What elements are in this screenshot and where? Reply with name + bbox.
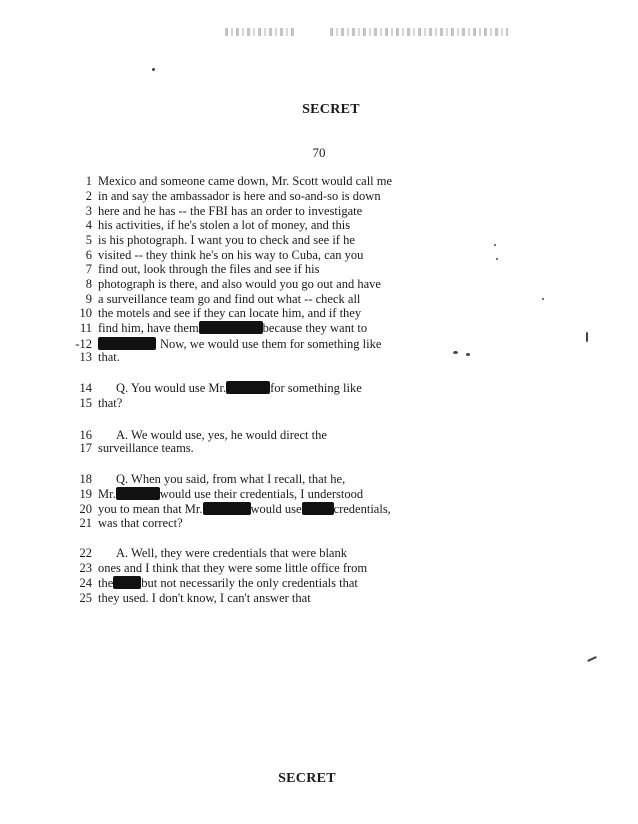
scan-speck bbox=[494, 244, 496, 246]
line-text: A. We would use, yes, he would direct the bbox=[116, 428, 327, 442]
scan-speck bbox=[542, 298, 544, 300]
line-number: 25 bbox=[79, 591, 92, 605]
redaction-block bbox=[203, 502, 251, 515]
line-text: Mexico and someone came down, Mr. Scott would call me bbox=[98, 174, 393, 188]
line-number: 21 bbox=[79, 516, 92, 530]
redaction-block bbox=[113, 576, 141, 589]
line-number: 13 bbox=[79, 350, 92, 364]
redaction-block bbox=[116, 487, 160, 500]
line-number: 18 bbox=[79, 472, 92, 486]
classification-top: SECRET bbox=[302, 102, 360, 117]
line-number: 10 bbox=[79, 306, 92, 320]
line-number: 9 bbox=[85, 292, 92, 306]
line-number: 16 bbox=[79, 428, 92, 442]
redaction-block bbox=[199, 321, 263, 334]
line-text bbox=[116, 381, 362, 396]
scan-speck bbox=[453, 351, 458, 354]
line-number: 7 bbox=[85, 262, 92, 276]
line-text: photograph is there, and also would you go out and have bbox=[98, 277, 381, 291]
redaction-block bbox=[98, 337, 156, 350]
scan-speck bbox=[586, 332, 588, 342]
line-text: in and say the ambassador is here and so-and-so is down bbox=[98, 189, 381, 203]
line-text: a surveillance team go and find out what -- check all bbox=[98, 292, 361, 306]
line-number: 19 bbox=[79, 487, 92, 501]
scan-noise-left bbox=[225, 28, 295, 36]
line-text: the motels and see if they can locate him, and if they bbox=[98, 306, 362, 320]
line-number: 15 bbox=[79, 396, 92, 410]
line-text: was that correct? bbox=[98, 516, 183, 530]
line-text-segment: because they want to bbox=[262, 321, 368, 335]
line-number: 5 bbox=[85, 233, 92, 247]
line-text: surveillance teams. bbox=[98, 441, 194, 455]
redaction-block bbox=[226, 381, 270, 394]
line-number: 1 bbox=[85, 174, 92, 188]
line-number: 4 bbox=[85, 218, 92, 232]
line-text: A. Well, they were credentials that were blank bbox=[116, 546, 347, 560]
line-number: 17 bbox=[79, 441, 92, 455]
line-text: is his photograph. I want you to check and see if he bbox=[98, 233, 355, 247]
line-text-segment: you to mean that Mr. bbox=[98, 502, 203, 516]
line-number: 24 bbox=[79, 576, 92, 590]
line-text-segment: credentials, bbox=[333, 502, 391, 516]
scan-speck bbox=[152, 68, 155, 71]
line-number: -12 bbox=[75, 337, 92, 351]
line-text: his activities, if he's stolen a lot of money, and this bbox=[98, 218, 351, 232]
line-text bbox=[98, 321, 367, 336]
line-number: 20 bbox=[79, 502, 92, 516]
redaction-block bbox=[302, 502, 334, 515]
page-number: 70 bbox=[312, 145, 326, 160]
line-number: 23 bbox=[79, 561, 92, 575]
line-text: they used. I don't know, I can't answer that bbox=[98, 591, 311, 605]
line-text bbox=[98, 576, 358, 591]
line-number: 22 bbox=[79, 546, 92, 560]
line-text-segment: Mr. bbox=[98, 487, 116, 501]
line-number: 8 bbox=[85, 277, 92, 291]
line-number: 3 bbox=[85, 204, 92, 218]
line-number: 2 bbox=[85, 189, 92, 203]
line-text: find out, look through the files and see if his bbox=[98, 262, 320, 276]
line-number: 14 bbox=[79, 381, 92, 395]
line-text: that. bbox=[98, 350, 120, 364]
scan-speck bbox=[496, 258, 498, 260]
line-text: ones and I think that they were some little office from bbox=[98, 561, 368, 575]
line-text-segment: find him, have them bbox=[98, 321, 199, 335]
line-text-segment: would use bbox=[250, 502, 302, 516]
line-text: visited -- they think he's on his way to Cuba, can you bbox=[98, 248, 364, 262]
line-text bbox=[98, 337, 381, 352]
scan-speck bbox=[587, 656, 597, 662]
scan-speck bbox=[466, 353, 470, 356]
line-text-segment: for something like bbox=[270, 381, 362, 395]
line-text-segment: Q. You would use Mr. bbox=[116, 381, 227, 395]
line-number: 6 bbox=[85, 248, 92, 262]
line-text: Q. When you said, from what I recall, that he, bbox=[116, 472, 346, 486]
line-text-segment: would use their credentials, I understood bbox=[159, 487, 364, 501]
line-number: 11 bbox=[79, 321, 92, 335]
line-text: here and he has -- the FBI has an order to investigate bbox=[98, 204, 363, 218]
line-text-segment: Now, we would use them for something like bbox=[160, 337, 382, 351]
classification-bottom: SECRET bbox=[278, 771, 336, 786]
scan-noise-right bbox=[330, 28, 508, 36]
line-text bbox=[98, 502, 391, 517]
line-text bbox=[98, 487, 363, 502]
line-text-segment: but not necessarily the only credentials that bbox=[141, 576, 358, 590]
line-text-segment: the bbox=[98, 576, 114, 590]
line-text: that? bbox=[98, 396, 123, 410]
